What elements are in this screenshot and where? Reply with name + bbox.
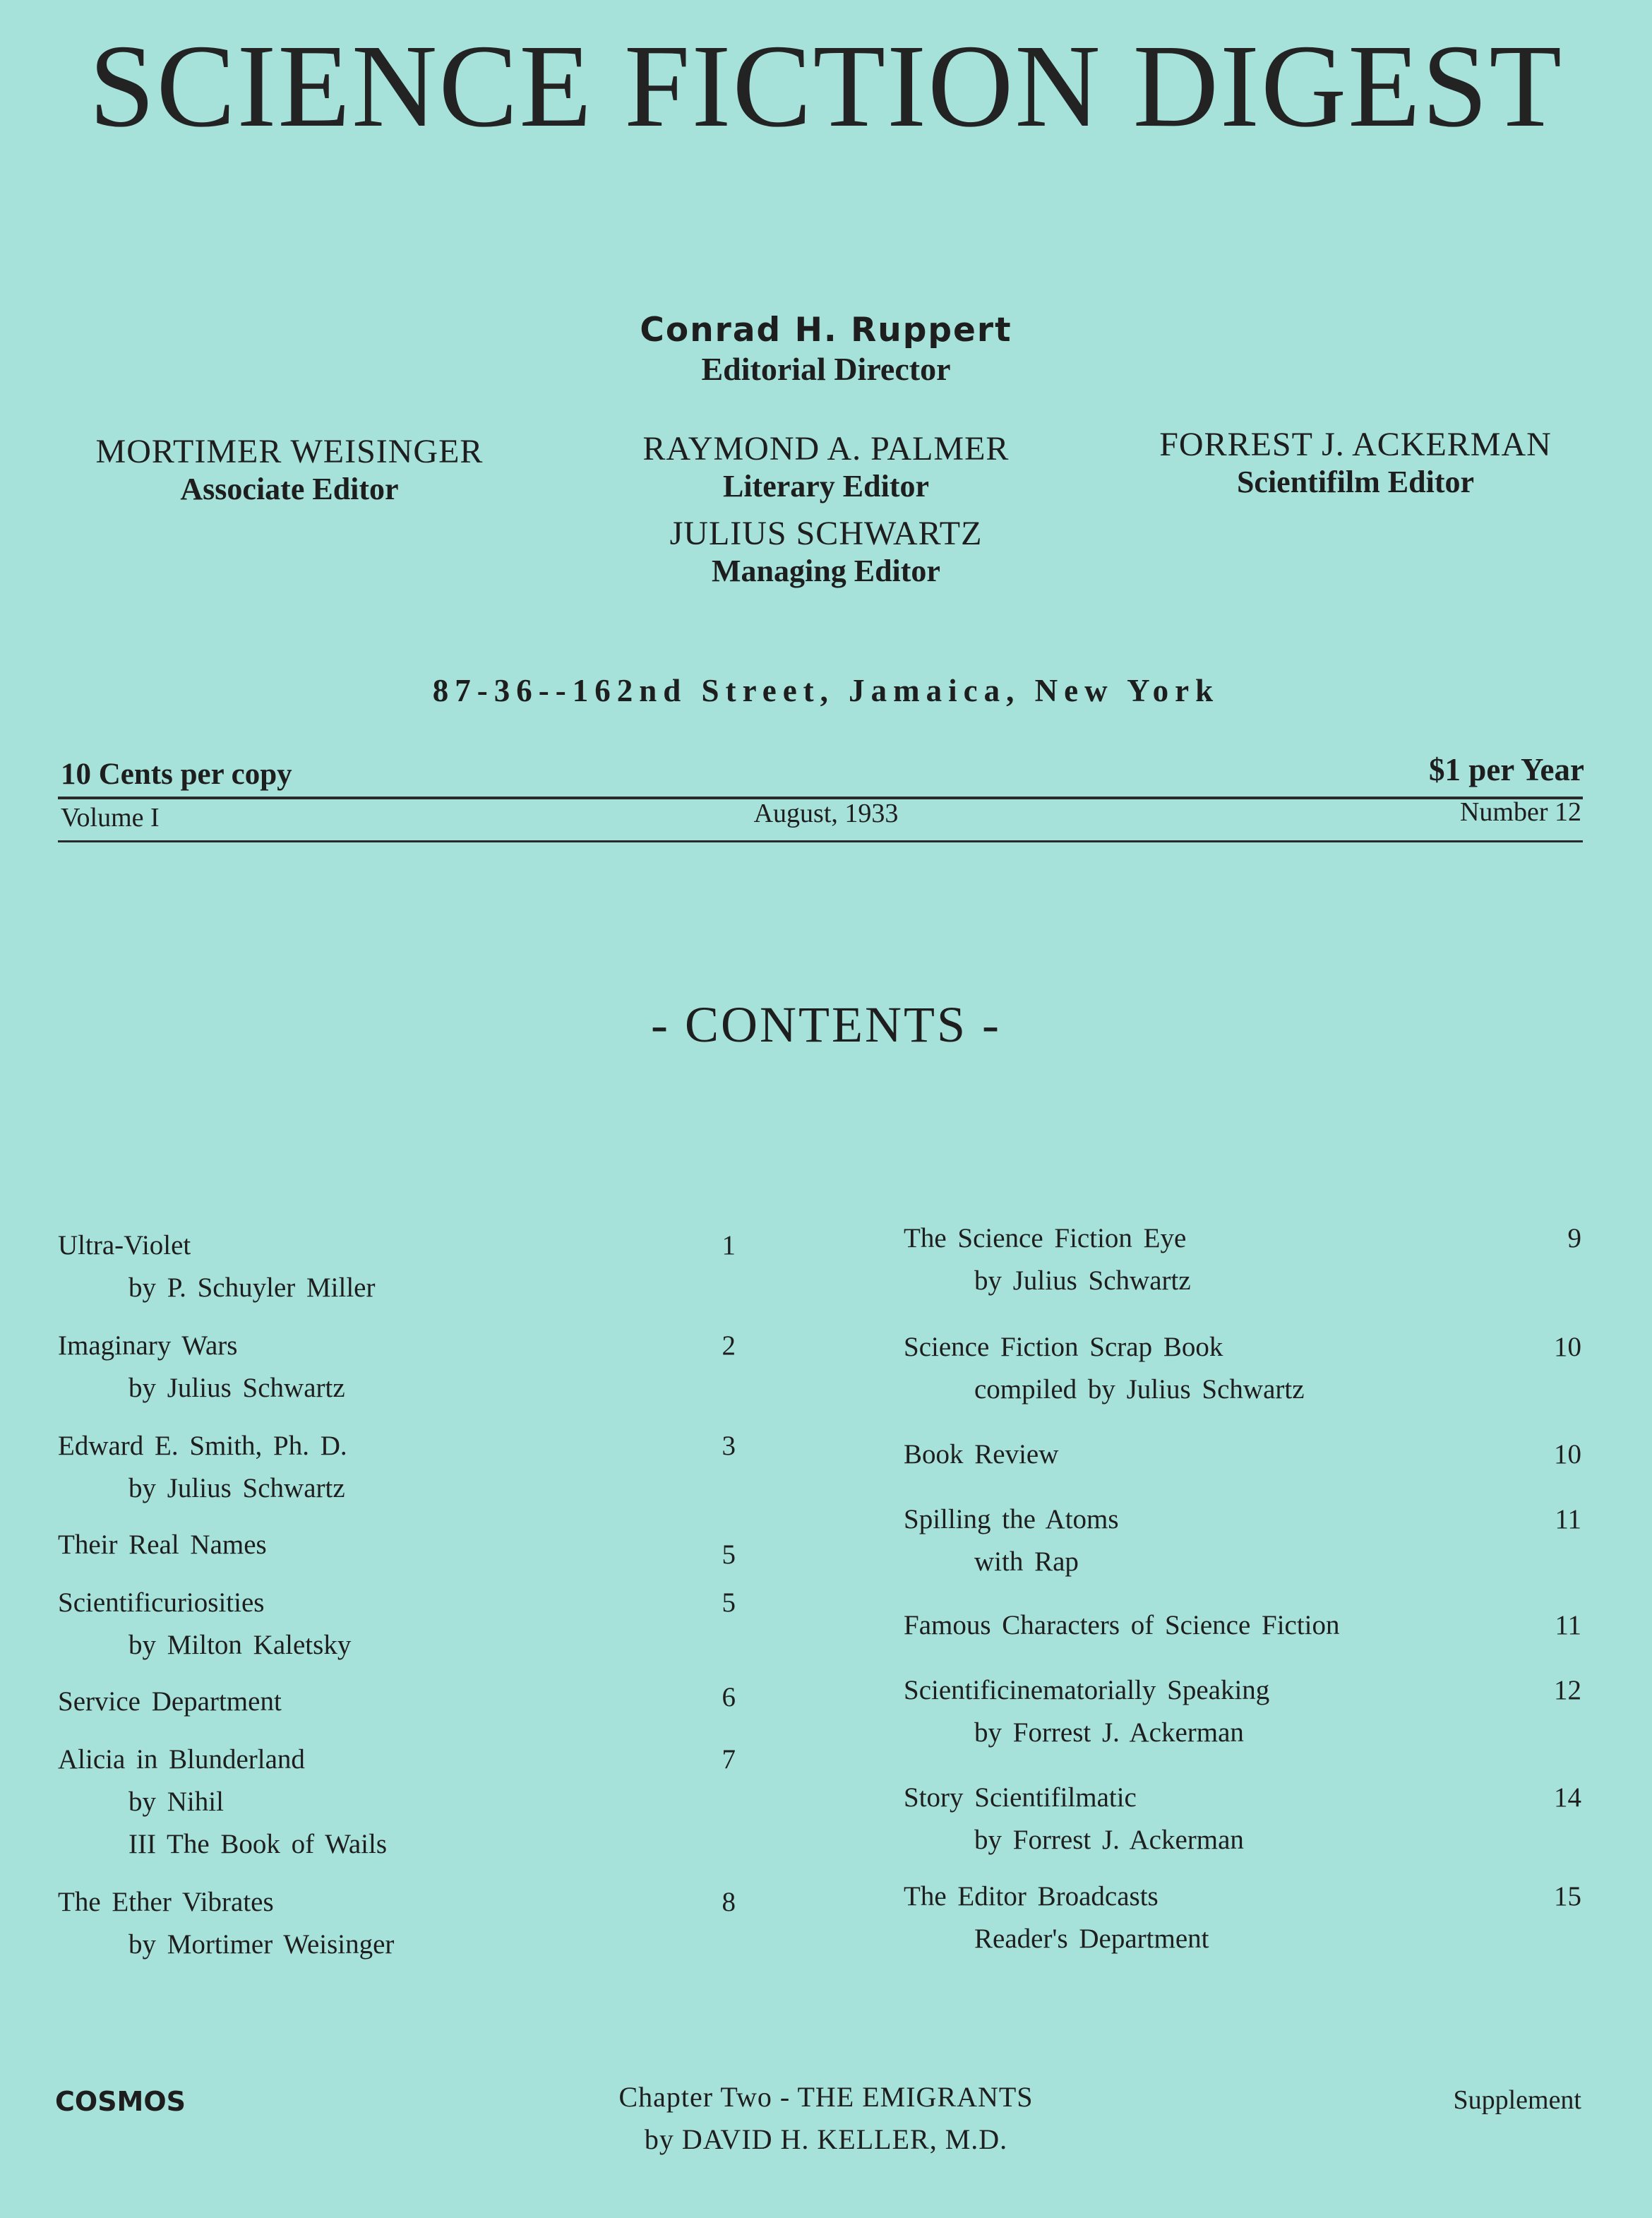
toc-page: 12 <box>1554 1675 1581 1705</box>
toc-subtitle: III The Book of Wails <box>128 1829 388 1859</box>
toc-title: Spilling the Atoms <box>904 1504 1119 1534</box>
toc-title: Story Scientifilmatic <box>904 1782 1137 1813</box>
toc-title: Scientificuriosities <box>58 1587 265 1618</box>
toc-byline: by Julius Schwartz <box>128 1373 345 1403</box>
toc-byline: compiled by Julius Schwartz <box>974 1374 1305 1405</box>
toc-title: The Ether Vibrates <box>58 1887 274 1917</box>
editor-name: RAYMOND A. PALMER <box>642 430 1010 467</box>
toc-title: Scientificinematorially Speaking <box>904 1675 1270 1705</box>
toc-title: The Science Fiction Eye <box>904 1223 1187 1253</box>
editor-title: Managing Editor <box>712 554 940 588</box>
toc-page: 2 <box>722 1330 736 1361</box>
issue-date: August, 1933 <box>753 799 899 828</box>
toc-entry <box>904 1876 1581 1960</box>
toc-byline: by Forrest J. Ackerman <box>974 1825 1244 1855</box>
contents-heading: - CONTENTS - <box>651 996 1001 1053</box>
toc-entry <box>58 1582 736 1667</box>
footer-serial <box>494 2076 1158 2161</box>
toc-byline: by Julius Schwartz <box>974 1265 1191 1296</box>
toc-entry <box>58 1425 736 1510</box>
toc-byline: by Julius Schwartz <box>128 1473 345 1503</box>
issue-number: Number 12 <box>1459 797 1581 827</box>
toc-page: 8 <box>722 1887 736 1917</box>
toc-title: Service Department <box>58 1686 282 1717</box>
editor-palmer <box>579 429 1073 504</box>
divider-rule-bottom <box>58 840 1583 842</box>
editor-schwartz <box>579 514 1073 589</box>
toc-page: 11 <box>1555 1610 1581 1640</box>
toc-entry <box>58 1739 736 1866</box>
toc-title: Science Fiction Scrap Book <box>904 1332 1223 1362</box>
footer-serial-title: Chapter Two - THE EMIGRANTS <box>618 2081 1034 2113</box>
toc-entry <box>904 1669 1581 1754</box>
toc-byline: by P. Schuyler Miller <box>128 1272 376 1303</box>
toc-page: 10 <box>1554 1332 1581 1362</box>
toc-page: 3 <box>722 1431 736 1461</box>
toc-page: 6 <box>722 1682 736 1712</box>
toc-byline: by Nihil <box>128 1787 224 1817</box>
editor-title: Associate Editor <box>180 472 399 506</box>
toc-title: The Editor Broadcasts <box>904 1881 1159 1912</box>
toc-entry <box>58 1881 736 1966</box>
toc-byline: with Rap <box>974 1546 1079 1577</box>
toc-title: Ultra-Violet <box>58 1230 191 1260</box>
toc-entry <box>904 1498 1581 1583</box>
editor-title: Scientifilm Editor <box>1236 465 1475 499</box>
address: 87-36--162nd Street, Jamaica, New York <box>432 673 1220 708</box>
toc-page: 5 <box>722 1587 736 1618</box>
toc-entry <box>904 1326 1581 1411</box>
toc-entry <box>904 1217 1581 1302</box>
toc-title: Famous Characters of Science Fiction <box>904 1610 1340 1640</box>
toc-byline: by Milton Kaletsky <box>128 1630 352 1660</box>
masthead-title: SCIENCE FICTION DIGEST <box>89 20 1563 152</box>
toc-byline: by Mortimer Weisinger <box>128 1929 395 1960</box>
toc-title: Their Real Names <box>58 1530 267 1560</box>
toc-entry <box>904 1777 1581 1861</box>
toc-entry <box>58 1325 736 1409</box>
toc-title: Alicia in Blunderland <box>58 1744 305 1775</box>
toc-entry <box>58 1524 736 1570</box>
toc-page: 9 <box>1567 1223 1581 1253</box>
footer-supplement: Supplement <box>1453 2085 1581 2115</box>
editor-title: Literary Editor <box>722 469 930 503</box>
toc-byline: Reader's Department <box>974 1924 1209 1954</box>
editor-name: MORTIMER WEISINGER <box>95 433 484 470</box>
toc-page: 15 <box>1554 1881 1581 1912</box>
toc-title: Imaginary Wars <box>58 1330 238 1361</box>
toc-entry <box>58 1224 736 1309</box>
toc-page: 10 <box>1554 1439 1581 1469</box>
toc-page: 14 <box>1554 1782 1581 1813</box>
editor-name: JULIUS SCHWARTZ <box>669 515 983 552</box>
toc-entry <box>904 1433 1581 1476</box>
footer-cosmos: COSMOS <box>55 2086 186 2117</box>
toc-page: 11 <box>1555 1504 1581 1534</box>
toc-page: 1 <box>722 1230 736 1260</box>
toc-page: 7 <box>722 1744 736 1775</box>
director-name: Conrad H. Ruppert <box>640 311 1012 350</box>
director-title: Editorial Director <box>701 351 951 387</box>
footer-serial-author: by DAVID H. KELLER, M.D. <box>644 2123 1008 2155</box>
volume-label: Volume I <box>61 803 160 833</box>
toc-entry <box>904 1604 1581 1647</box>
price-per-copy: 10 Cents per copy <box>61 758 292 791</box>
editor-weisinger <box>42 432 537 507</box>
editor-name: FORREST J. ACKERMAN <box>1159 426 1552 463</box>
toc-title: Edward E. Smith, Ph. D. <box>58 1431 347 1461</box>
price-per-year: $1 per Year <box>1429 752 1584 787</box>
toc-title: Book Review <box>904 1439 1059 1469</box>
toc-entry <box>58 1681 736 1723</box>
toc-page: 5 <box>722 1539 736 1570</box>
toc-byline: by Forrest J. Ackerman <box>974 1717 1244 1748</box>
editor-ackerman <box>1087 425 1624 500</box>
